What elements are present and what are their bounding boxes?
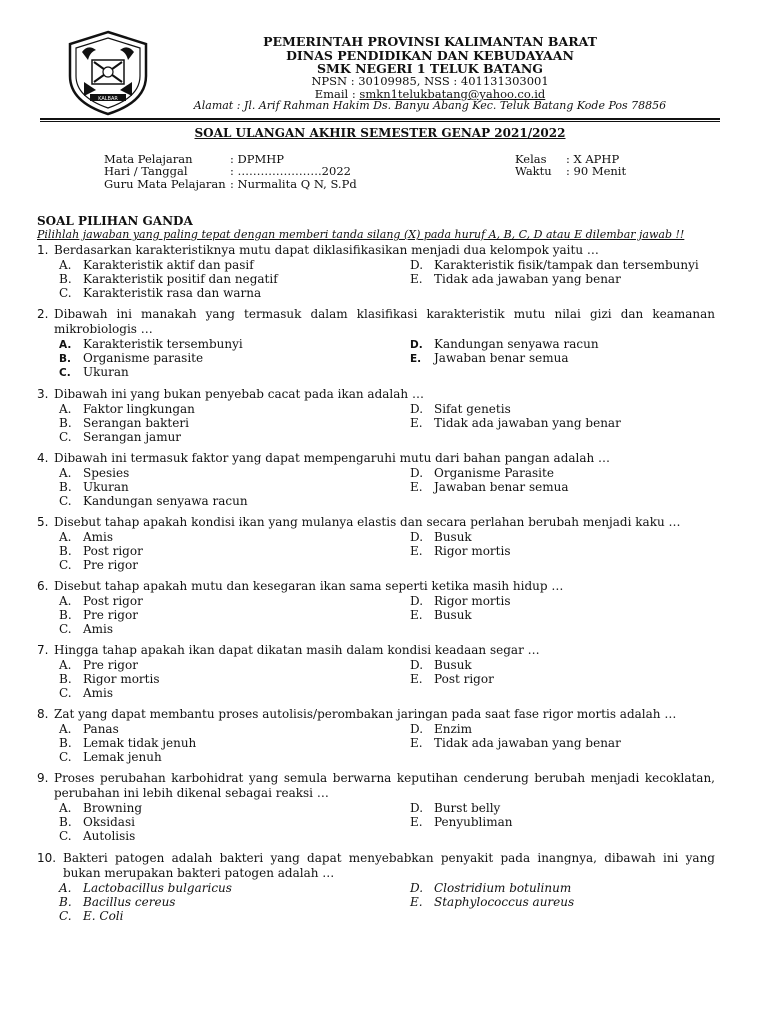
answer-option[interactable] (59, 558, 138, 572)
option-letter: D. (410, 466, 424, 480)
option-text: Post rigor (83, 544, 143, 558)
option-list (37, 530, 715, 574)
time-label: Waktu (515, 164, 552, 178)
option-letter: D. (410, 801, 424, 815)
answer-option[interactable] (410, 337, 599, 352)
option-letter: E. (410, 353, 422, 365)
option-letter: C. (59, 686, 72, 700)
email-link[interactable]: smkn1telukbatang@yahoo.co.id (359, 87, 546, 101)
answer-option[interactable] (410, 416, 621, 430)
option-letter: C. (59, 622, 72, 636)
option-text: Jawaban benar semua (434, 351, 569, 365)
question-item (37, 515, 715, 574)
option-letter: C. (59, 494, 72, 508)
exam-title: SOAL ULANGAN AKHIR SEMESTER GENAP 2021/2022 (194, 126, 566, 140)
option-text: Karakteristik tersembunyi (83, 337, 243, 351)
answer-option[interactable] (59, 736, 196, 750)
letterhead-thick-rule (40, 118, 720, 120)
option-text: Rigor mortis (434, 594, 511, 608)
answer-option[interactable] (59, 608, 138, 622)
answer-option[interactable] (410, 658, 472, 672)
option-text: Organisme Parasite (434, 466, 554, 480)
letterhead-school-name: SMK NEGERI 1 TELUK BATANG (317, 61, 543, 76)
option-text: Amis (83, 686, 114, 700)
question-item (37, 771, 715, 845)
option-text: Bacillus cereus (83, 895, 176, 909)
question-item (37, 307, 715, 381)
answer-option[interactable] (59, 430, 181, 444)
option-letter: E. (410, 416, 423, 430)
answer-option[interactable] (59, 895, 175, 909)
question-stem (37, 243, 715, 258)
option-text: Lactobacillus bulgaricus (83, 881, 232, 895)
question-item (37, 643, 715, 702)
answer-option[interactable] (410, 258, 699, 272)
answer-option[interactable] (59, 402, 195, 416)
option-text: Rigor mortis (434, 544, 511, 558)
option-letter: D. (410, 658, 424, 672)
answer-option[interactable] (59, 881, 232, 895)
option-text: Tidak ada jawaban yang benar (434, 736, 621, 750)
answer-option[interactable] (59, 544, 143, 558)
option-letter: A. (59, 881, 72, 895)
answer-option[interactable] (59, 801, 142, 815)
answer-option[interactable] (410, 801, 500, 815)
option-text: Amis (83, 530, 114, 544)
option-text: Karakteristik rasa dan warna (83, 286, 262, 300)
option-letter: C. (59, 829, 72, 843)
option-letter: B. (59, 272, 72, 286)
option-text: Ukuran (83, 480, 129, 494)
letterhead-thin-rule (40, 121, 720, 122)
answer-option[interactable] (410, 480, 569, 494)
option-letter: E. (410, 736, 423, 750)
option-text: Amis (83, 622, 114, 636)
option-text: Kandungan senyawa racun (83, 494, 248, 508)
option-text: Faktor lingkungan (83, 402, 195, 416)
option-letter: B. (59, 544, 72, 558)
answer-option[interactable] (59, 829, 135, 843)
question-text: Dibawah ini yang bukan penyebab cacat pada ikan adalah … (54, 387, 424, 401)
option-text: Oksidasi (83, 815, 135, 829)
option-letter: A. (59, 722, 72, 736)
question-stem (37, 851, 715, 881)
option-letter: B. (59, 608, 72, 622)
section-title: SOAL PILIHAN GANDA (37, 214, 193, 228)
question-text: Dibawah ini termasuk faktor yang dapat mempengaruhi mutu dari bahan pangan adalah … (54, 451, 611, 465)
option-text: Busuk (434, 530, 472, 544)
option-text: Post rigor (83, 594, 143, 608)
option-text: Enzim (434, 722, 473, 736)
answer-option[interactable] (59, 272, 278, 286)
option-letter: D. (410, 881, 424, 895)
option-letter: B. (59, 895, 72, 909)
question-number: 4. (37, 451, 49, 465)
question-text: Berdasarkan karakteristiknya mutu dapat diklasifikasikan menjadi dua kelompok yaitu … (54, 243, 599, 257)
option-list (37, 466, 715, 510)
answer-option[interactable] (410, 402, 511, 416)
option-letter: A. (59, 658, 72, 672)
answer-option[interactable] (410, 672, 494, 686)
option-letter: C. (59, 909, 72, 923)
option-letter: E. (410, 672, 423, 686)
answer-option[interactable] (410, 544, 511, 558)
class-value: : X APHP (566, 152, 620, 166)
option-letter: E. (410, 544, 423, 558)
option-list (37, 337, 715, 381)
option-text: Pre rigor (83, 558, 138, 572)
answer-option[interactable] (410, 722, 472, 736)
option-letter: B. (59, 815, 72, 829)
option-list (37, 658, 715, 702)
option-text: Pre rigor (83, 608, 138, 622)
question-number: 8. (37, 707, 49, 721)
option-text: Tidak ada jawaban yang benar (434, 416, 621, 430)
option-letter: C. (59, 750, 72, 764)
option-letter: B. (59, 672, 72, 686)
option-text: Sifat genetis (434, 402, 511, 416)
option-text: Tidak ada jawaban yang benar (434, 272, 621, 286)
question-stem (37, 579, 715, 594)
teacher-label: Guru Mata Pelajaran (104, 177, 226, 191)
option-text: Browning (83, 801, 143, 815)
question-text: Zat yang dapat membantu proses autolisis/perombakan jaringan pada saat fase rigor mortis adalah … (54, 707, 677, 721)
email-label: Email : (314, 87, 360, 101)
option-text: Panas (83, 722, 119, 736)
letterhead-address: Alamat : Jl. Arif Rahman Hakim Ds. Banyu Abang Kec. Teluk Batang Kode Pos 78856 (193, 99, 667, 112)
question-number: 3. (37, 387, 49, 401)
answer-option[interactable] (410, 895, 574, 909)
option-text: Rigor mortis (83, 672, 160, 686)
answer-option[interactable] (410, 272, 621, 286)
question-text: Dibawah ini manakah yang termasuk dalam klasifikasi karakteristik mutu nilai gizi dan keamanan mikrobiologis … (54, 307, 715, 336)
answer-option[interactable] (59, 258, 254, 272)
option-letter: A. (59, 466, 72, 480)
option-text: E. Coli (83, 909, 124, 923)
answer-option[interactable] (59, 416, 189, 430)
option-letter: D. (410, 258, 424, 272)
answer-option[interactable] (59, 909, 123, 923)
option-letter: A. (59, 801, 72, 815)
letterhead-npsn: NPSN : 30109985, NSS : 401131303001 (311, 74, 549, 88)
option-letter: C. (59, 558, 72, 572)
answer-option[interactable] (59, 594, 143, 608)
option-text: Busuk (434, 658, 472, 672)
option-text: Spesies (83, 466, 130, 480)
class-label: Kelas (515, 152, 547, 166)
option-letter: B. (59, 416, 72, 430)
answer-option[interactable] (59, 622, 113, 636)
option-list (37, 722, 715, 766)
answer-option[interactable] (59, 466, 129, 480)
option-list (37, 801, 715, 845)
answer-option[interactable] (59, 815, 135, 829)
option-letter: D. (410, 722, 424, 736)
option-text: Serangan bakteri (83, 416, 189, 430)
option-letter: E. (410, 895, 423, 909)
question-text: Bakteri patogen adalah bakteri yang dapat menyebabkan penyakit pada inangnya, dibawah ini yang bukan merupakan bakteri patogen adalah … (63, 851, 715, 880)
question-text: Disebut tahap apakah kondisi ikan yang mulanya elastis dan secara perlahan berubah menjadi kaku … (54, 515, 681, 529)
option-text: Lemak jenuh (83, 750, 162, 764)
answer-option[interactable] (59, 365, 129, 380)
option-letter: A. (59, 258, 72, 272)
question-stem (37, 451, 715, 466)
answer-option[interactable] (59, 351, 203, 366)
option-list (37, 881, 715, 925)
question-number: 1. (37, 243, 49, 257)
date-value: : ………………….2022 (230, 164, 351, 178)
option-list (37, 258, 715, 302)
option-text: Karakteristik positif dan negatif (83, 272, 278, 286)
answer-option[interactable] (59, 286, 261, 300)
question-stem (37, 515, 715, 530)
question-number: 7. (37, 643, 49, 657)
option-text: Pre rigor (83, 658, 138, 672)
option-text: Staphylococcus aureus (434, 895, 575, 909)
question-stem (37, 771, 715, 801)
answer-option[interactable] (59, 750, 162, 764)
answer-option[interactable] (59, 722, 119, 736)
option-letter: A. (59, 339, 72, 351)
question-text: Disebut tahap apakah mutu dan kesegaran ikan sama seperti ketika masih hidup … (54, 579, 564, 593)
instruction-text: Pilihlah jawaban yang paling tepat dengan memberi tanda silang (X) pada huruf A, B, C, D atau E dilembar jawab !! (37, 228, 685, 241)
option-text: Karakteristik fisik/tampak dan tersembunyi (434, 258, 699, 272)
time-value: : 90 Menit (566, 164, 627, 178)
answer-option[interactable] (410, 608, 472, 622)
option-text: Ukuran (83, 365, 129, 379)
answer-option[interactable] (410, 466, 554, 480)
option-letter: C. (59, 430, 72, 444)
option-letter: B. (59, 480, 72, 494)
question-item (37, 387, 715, 446)
answer-option[interactable] (59, 494, 248, 508)
question-number: 10. (37, 851, 57, 865)
option-letter: E. (410, 608, 423, 622)
subject-label: Mata Pelajaran (104, 152, 193, 166)
option-list (37, 402, 715, 446)
answer-option[interactable] (410, 594, 511, 608)
answer-option[interactable] (59, 337, 243, 352)
question-stem (37, 387, 715, 402)
option-letter: A. (59, 594, 72, 608)
option-letter: C. (59, 286, 72, 300)
answer-option[interactable] (59, 530, 113, 544)
option-text: Kandungan senyawa racun (434, 337, 599, 351)
option-text: Autolisis (83, 829, 136, 843)
answer-option[interactable] (59, 658, 138, 672)
option-text: Burst belly (434, 801, 501, 815)
option-text: Post rigor (434, 672, 494, 686)
option-text: Jawaban benar semua (434, 480, 569, 494)
option-letter: B. (59, 353, 71, 365)
question-stem (37, 643, 715, 658)
question-item (37, 851, 715, 925)
question-number: 6. (37, 579, 49, 593)
subject-value: : DPMHP (230, 152, 285, 166)
option-letter: B. (59, 736, 72, 750)
option-letter: D. (410, 402, 424, 416)
question-stem (37, 307, 715, 337)
question-item (37, 707, 715, 766)
option-text: Lemak tidak jenuh (83, 736, 197, 750)
option-text: Karakteristik aktif dan pasif (83, 258, 254, 272)
option-list (37, 594, 715, 638)
option-text: Serangan jamur (83, 430, 182, 444)
question-stem (37, 707, 715, 722)
question-item (37, 451, 715, 510)
question-number: 5. (37, 515, 49, 529)
option-letter: C. (59, 367, 71, 379)
answer-option[interactable] (410, 815, 513, 829)
option-letter: E. (410, 480, 423, 494)
option-text: Busuk (434, 608, 472, 622)
option-letter: E. (410, 815, 423, 829)
option-letter: A. (59, 530, 72, 544)
date-label: Hari / Tanggal (104, 164, 188, 178)
option-letter: D. (410, 530, 424, 544)
answer-option[interactable] (410, 736, 621, 750)
answer-option[interactable] (410, 881, 571, 895)
question-number: 2. (37, 307, 49, 321)
answer-option[interactable] (410, 351, 569, 366)
letterhead-government: PEMERINTAH PROVINSI KALIMANTAN BARAT (263, 34, 597, 49)
option-letter: D. (410, 594, 424, 608)
answer-option[interactable] (59, 672, 160, 686)
letterhead-department: DINAS PENDIDIKAN DAN KEBUDAYAAN (286, 48, 574, 63)
svg-text:KALBAR: KALBAR (98, 96, 118, 102)
option-letter: D. (410, 339, 423, 351)
question-item (37, 243, 715, 302)
option-text: Clostridium botulinum (434, 881, 572, 895)
teacher-value: : Nurmalita Q N, S.Pd (230, 177, 357, 191)
option-text: Organisme parasite (83, 351, 204, 365)
answer-option[interactable] (59, 480, 129, 494)
answer-option[interactable] (59, 686, 113, 700)
option-text: Penyubliman (434, 815, 513, 829)
question-text: Proses perubahan karbohidrat yang semula berwarna keputihan cenderung berubah menjadi kecoklatan, perubahan ini lebih dikenal sebagai reaksi … (54, 771, 715, 800)
option-letter: A. (59, 402, 72, 416)
question-text: Hingga tahap apakah ikan dapat dikatan masih dalam kondisi keadaan segar … (54, 643, 540, 657)
answer-option[interactable] (410, 530, 472, 544)
question-number: 9. (37, 771, 49, 785)
question-item (37, 579, 715, 638)
option-letter: E. (410, 272, 423, 286)
